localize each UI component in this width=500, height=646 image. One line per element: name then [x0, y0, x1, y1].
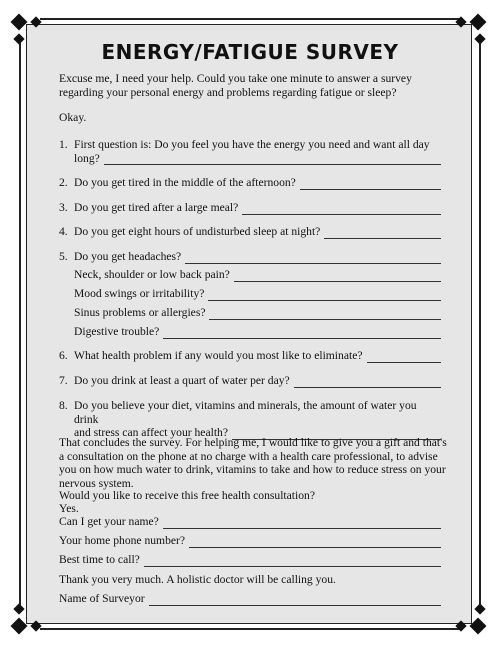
question-number: 1.	[59, 138, 68, 151]
answer-field[interactable]	[104, 154, 441, 165]
name-label: Can I get your name?	[59, 515, 159, 528]
right-frame-line	[479, 38, 481, 610]
sub-question-text: Mood swings or irritability?	[74, 287, 205, 300]
question-text: Do you believe your diet, vitamins and minerals, the amount of water you drink	[74, 399, 417, 426]
thanks-text: Thank you very much. A holistic doctor will be calling you.	[59, 573, 336, 586]
intro-text: Excuse me, I need your help. Could you take one minute to answer a survey regarding your personal energy and problems regarding fatigue or sleep?	[59, 72, 412, 99]
answer-field[interactable]	[324, 228, 441, 239]
corner-diamond-icon	[470, 14, 487, 31]
question-number: 2.	[59, 176, 68, 189]
question-number: 4.	[59, 225, 68, 238]
question-text: Do you get tired after a large meal?	[74, 201, 239, 214]
surveyor-field-row	[59, 592, 441, 606]
phone-label: Your home phone number?	[59, 534, 186, 547]
answer-field[interactable]	[163, 328, 441, 339]
answer-field[interactable]	[367, 352, 442, 363]
name-field-row	[59, 515, 441, 529]
okay-text: Okay.	[59, 111, 87, 124]
answer-field[interactable]	[208, 290, 441, 301]
question-text: long?	[74, 151, 100, 165]
question-text: and stress can affect your health?	[74, 426, 228, 439]
conclusion-text: That concludes the survey. For helping me, I would like to give you a gift and that's a consultation on the phone at no charge with a health care professional, to advise you on how much water to drink, vitamins to take and how to reduce stress on your nervous system.	[59, 436, 447, 490]
surveyor-field[interactable]	[149, 595, 441, 606]
question-number: 7.	[59, 374, 68, 387]
consultation-question: Would you like to receive this free health consultation?	[59, 489, 315, 502]
answer-field[interactable]	[242, 204, 441, 215]
top-frame-line	[40, 18, 460, 20]
sub-question-text: Sinus problems or allergies?	[74, 306, 206, 319]
surveyor-label: Name of Surveyor	[59, 592, 145, 605]
phone-field-row	[59, 534, 441, 548]
bottom-frame-line	[40, 628, 460, 630]
page-title: ENERGY/FATIGUE SURVEY	[101, 40, 399, 64]
sub-question	[74, 268, 441, 282]
time-label: Best time to call?	[59, 553, 140, 566]
sub-question-text: Digestive trouble?	[74, 325, 160, 338]
answer-field[interactable]	[209, 309, 441, 320]
question-1	[59, 138, 441, 166]
question-number: 8.	[59, 399, 68, 412]
time-field-row	[59, 553, 441, 567]
corner-diamond-icon	[13, 603, 24, 614]
sub-question	[74, 325, 441, 339]
answer-field[interactable]	[300, 179, 441, 190]
corner-diamond-icon	[11, 14, 28, 31]
phone-field[interactable]	[189, 537, 441, 548]
sub-question-text: Neck, shoulder or low back pain?	[74, 268, 230, 281]
answer-field[interactable]	[294, 377, 441, 388]
question-text: What health problem if any would you most like to eliminate?	[74, 349, 363, 362]
question-text: Do you drink at least a quart of water per day?	[74, 374, 290, 387]
question-text: Do you get tired in the middle of the afternoon?	[74, 176, 296, 189]
answer-field[interactable]	[185, 253, 441, 264]
answer-field[interactable]	[234, 271, 441, 282]
corner-diamond-icon	[474, 603, 485, 614]
sub-question	[74, 306, 441, 320]
question-number: 5.	[59, 250, 68, 263]
question-text: First question is: Do you feel you have the energy you need and want all day	[74, 138, 430, 151]
corner-diamond-icon	[470, 618, 487, 635]
question-text: Do you get eight hours of undisturbed sleep at night?	[74, 225, 321, 238]
yes-text: Yes.	[59, 502, 79, 515]
sub-question	[74, 287, 441, 301]
question-text: Do you get headaches?	[74, 250, 182, 263]
corner-diamond-icon	[11, 618, 28, 635]
question-number: 6.	[59, 349, 68, 362]
question-8	[59, 399, 441, 439]
name-field[interactable]	[163, 518, 441, 529]
time-field[interactable]	[144, 556, 441, 567]
left-frame-line	[19, 38, 21, 610]
question-number: 3.	[59, 201, 68, 214]
